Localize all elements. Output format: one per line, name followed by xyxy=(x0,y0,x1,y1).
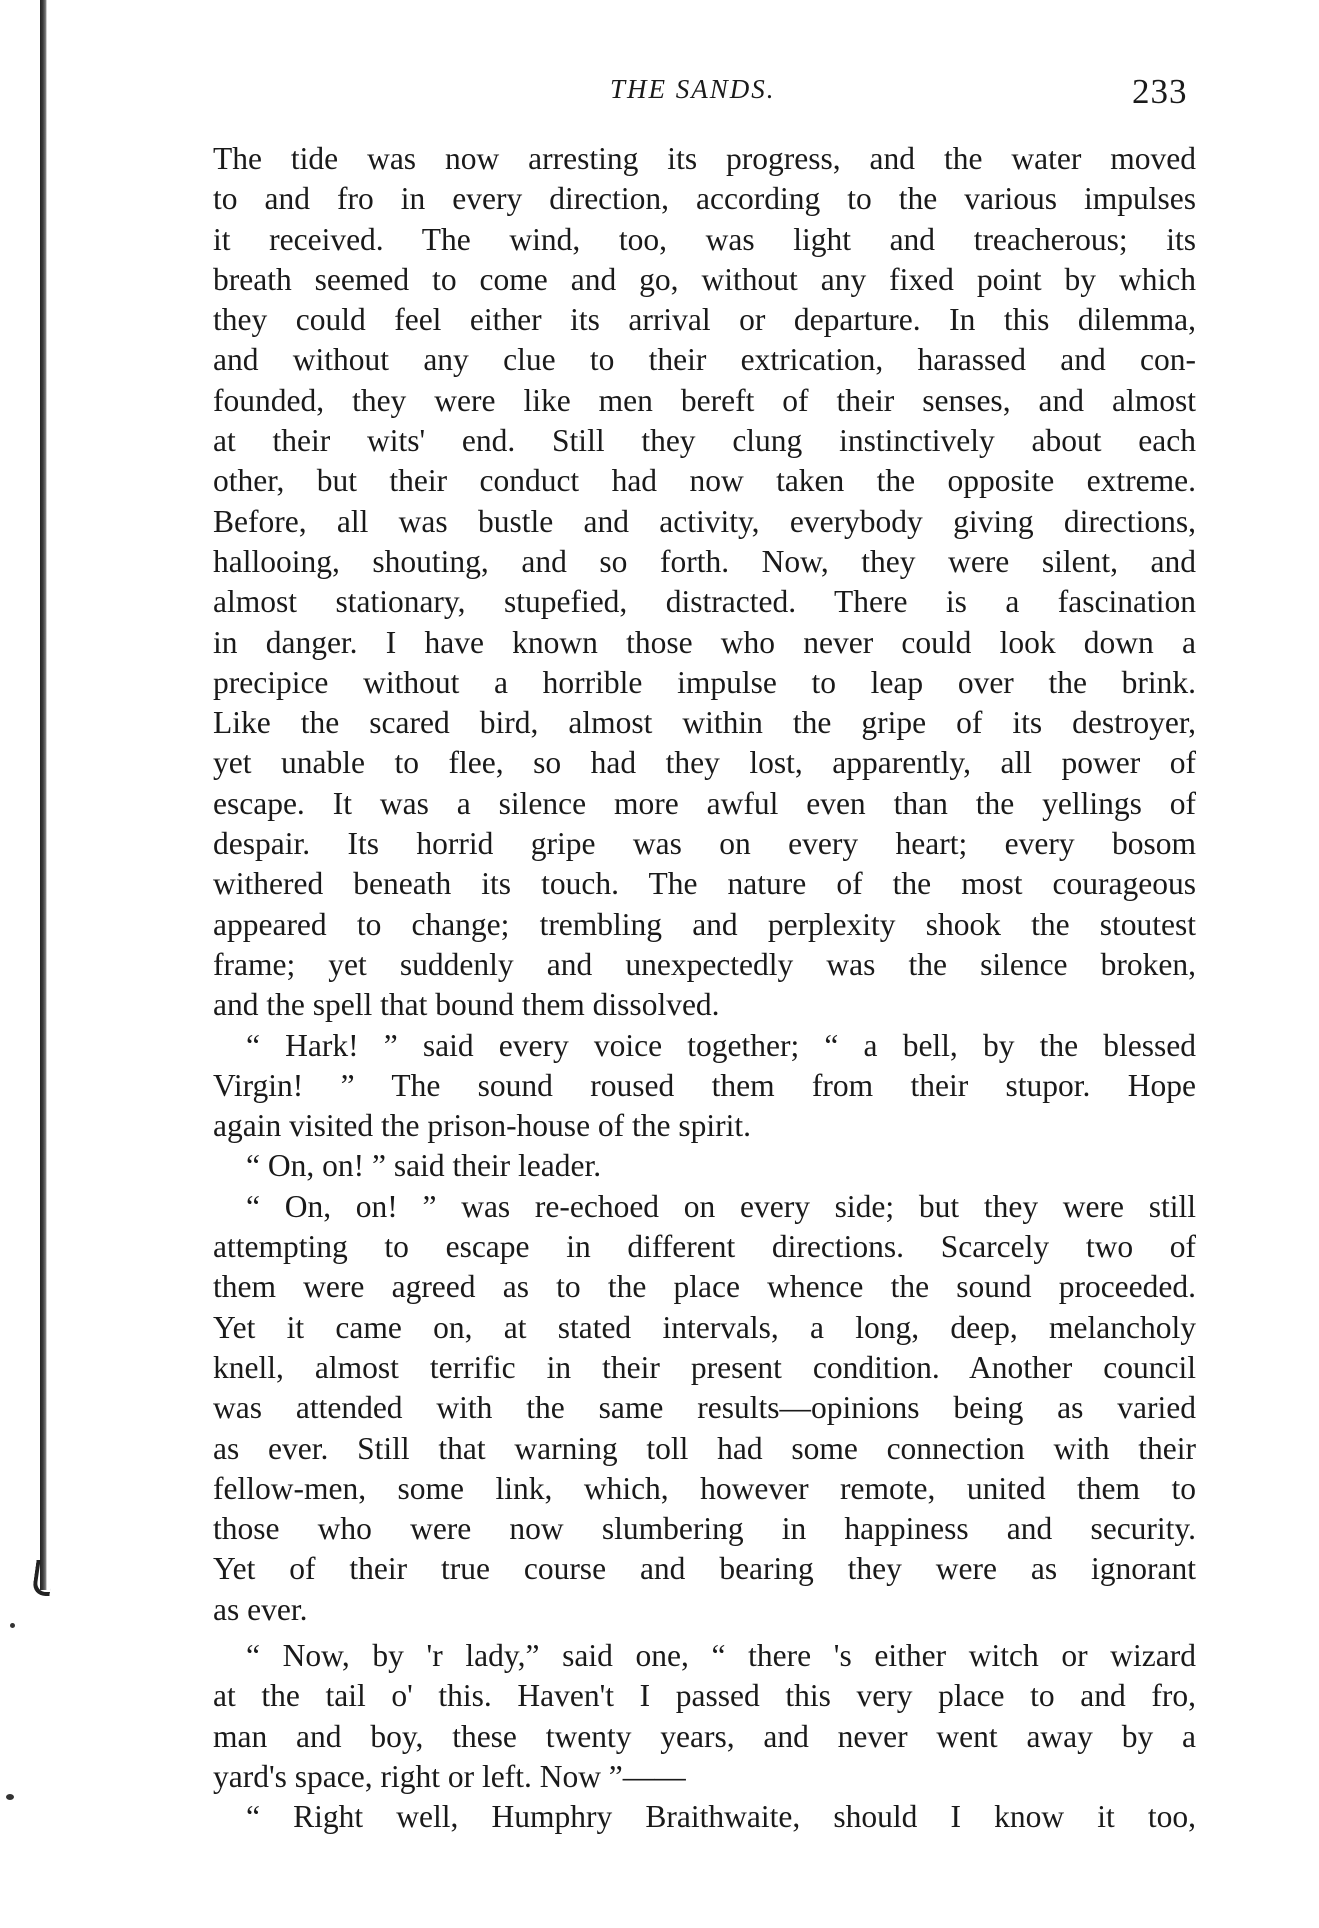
running-title: THE SANDS. xyxy=(610,74,776,104)
text-line: as ever. Still that warning toll had some connection with their xyxy=(213,1430,1196,1466)
text-line: yet unable to flee, so had they lost, apparently, all power of xyxy=(213,745,1196,781)
text-line: man and boy, these twenty years, and never went away by a xyxy=(213,1718,1196,1754)
text-line: other, but their conduct had now taken the opposite extreme. xyxy=(213,463,1196,499)
text-line: Before, all was bustle and activity, everybody giving directions, xyxy=(213,503,1196,539)
margin-speck xyxy=(6,1794,14,1800)
text-line: was attended with the same results—opinions being as varied xyxy=(213,1390,1196,1426)
text-line: The tide was now arresting its progress, and the water moved xyxy=(213,141,1196,176)
text-line: and without any clue to their extrication, harassed and con- xyxy=(213,342,1196,378)
binding-edge-line xyxy=(40,0,47,1590)
text-line: almost stationary, stupefied, distracted. There is a fascination xyxy=(213,584,1196,620)
text-line: those who were now slumbering in happiness and security. xyxy=(213,1511,1196,1547)
text-line: Yet it came on, at stated intervals, a long, deep, melancholy xyxy=(213,1309,1196,1345)
text-line: breath seemed to come and go, without any fixed point by which xyxy=(213,261,1196,297)
text-line: Like the scared bird, almost within the gripe of its destroyer, xyxy=(213,705,1196,741)
text-line: at the tail o' this. Haven't I passed this very place to and fro, xyxy=(213,1678,1196,1714)
text-line: yard's space, right or left. Now ”—— xyxy=(213,1758,686,1794)
text-line: appeared to change; trembling and perplexity shook the stoutest xyxy=(213,906,1196,942)
text-line: despair. Its horrid gripe was on every heart; every bosom xyxy=(213,826,1196,862)
text-line: as ever. xyxy=(213,1591,308,1627)
text-line: they could feel either its arrival or departure. In this dilemma, xyxy=(213,302,1196,338)
text-line: in danger. I have known those who never could look down a xyxy=(213,624,1196,660)
text-line: it received. The wind, too, was light and treacherous; its xyxy=(213,221,1196,257)
text-line: again visited the prison-house of the spirit. xyxy=(213,1108,752,1144)
margin-speck xyxy=(10,1623,15,1628)
text-line: Yet of their true course and bearing they were as ignorant xyxy=(213,1551,1196,1587)
text-line: “ Right well, Humphry Braithwaite, should I know it too, xyxy=(246,1799,1196,1835)
text-line: withered beneath its touch. The nature of the most courageous xyxy=(213,866,1196,902)
binding-edge-hook xyxy=(31,1560,54,1596)
text-line: “ On, on! ” said their leader. xyxy=(246,1148,602,1184)
text-line: hallooing, shouting, and so forth. Now, they were silent, and xyxy=(213,543,1196,579)
page-number: 233 xyxy=(1132,72,1188,111)
text-line: knell, almost terrific in their present condition. Another council xyxy=(213,1349,1196,1385)
page-header xyxy=(0,70,1319,120)
text-line: frame; yet suddenly and unexpectedly was the silence broken, xyxy=(213,946,1196,982)
text-line: precipice without a horrible impulse to leap over the brink. xyxy=(213,664,1196,700)
text-line: fellow-men, some link, which, however remote, united them to xyxy=(213,1470,1196,1506)
text-line: Virgin! ” The sound roused them from their stupor. Hope xyxy=(213,1067,1196,1103)
text-line: founded, they were like men bereft of their senses, and almost xyxy=(213,382,1196,418)
body-text xyxy=(213,139,1196,1837)
text-line: “ Now, by 'r lady,” said one, “ there 's either witch or wizard xyxy=(246,1637,1196,1673)
text-line: them were agreed as to the place whence the sound proceeded. xyxy=(213,1269,1196,1305)
text-line: and the spell that bound them dissolved. xyxy=(213,987,720,1023)
text-line: to and fro in every direction, according to the various impulses xyxy=(213,181,1196,217)
text-line: escape. It was a silence more awful even than the yellings of xyxy=(213,785,1196,821)
text-line: attempting to escape in different directions. Scarcely two of xyxy=(213,1229,1196,1265)
text-line: “ Hark! ” said every voice together; “ a bell, by the blessed xyxy=(246,1027,1196,1063)
text-line: “ On, on! ” was re-echoed on every side; but they were still xyxy=(246,1188,1196,1224)
text-line: at their wits' end. Still they clung instinctively about each xyxy=(213,423,1196,459)
